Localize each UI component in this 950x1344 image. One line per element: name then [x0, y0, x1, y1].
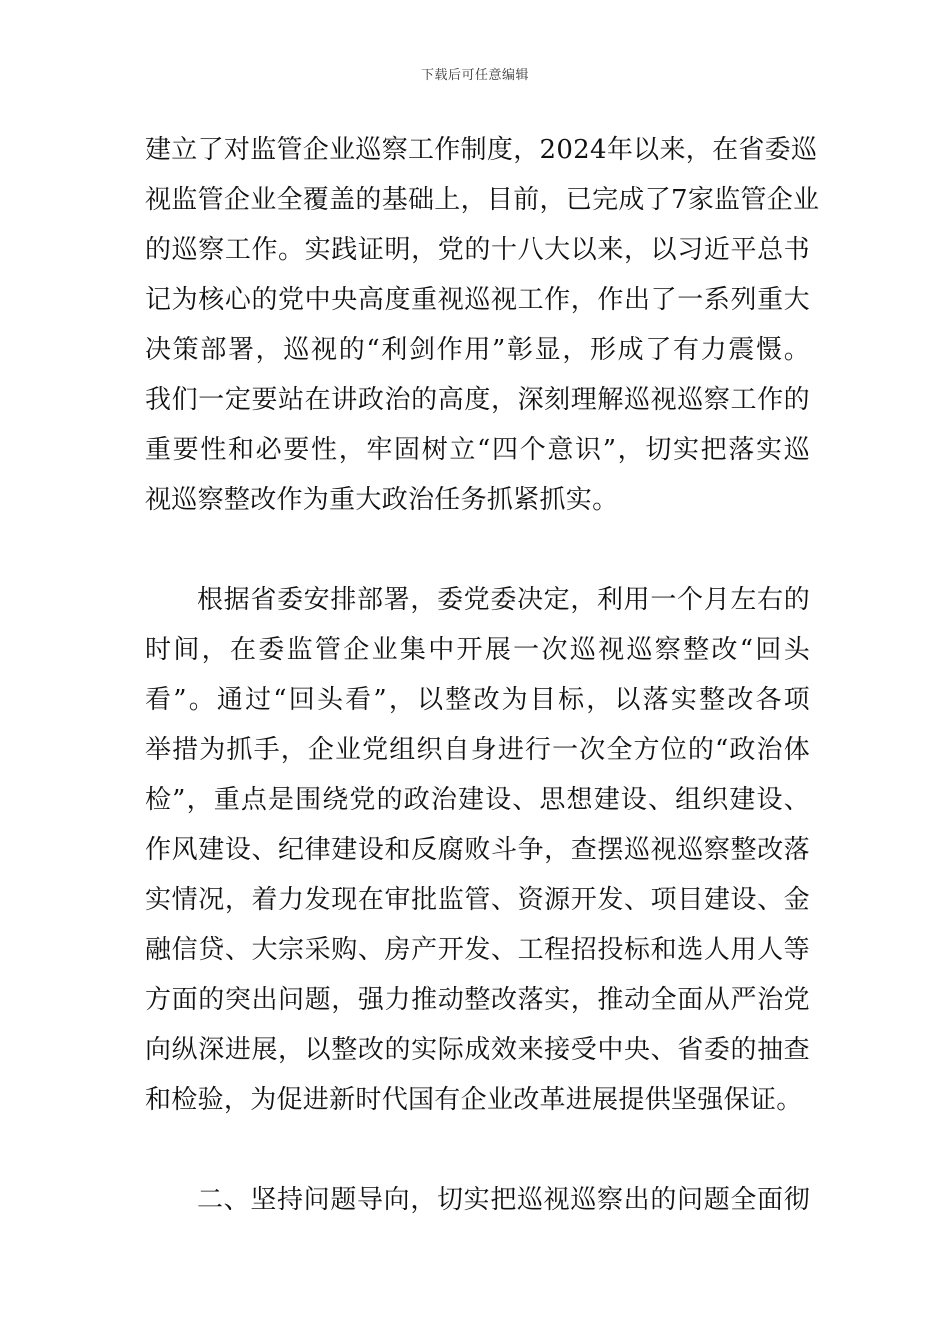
text-line: 时间，在委监管企业集中开展一次巡视巡察整改“回头: [145, 635, 810, 665]
text-line: 重要性和必要性，牢固树立“四个意识”，切实把落实巡: [145, 435, 810, 465]
text-line: 检”，重点是围绕党的政治建设、思想建设、组织建设、: [145, 785, 810, 815]
text-line: 视监管企业全覆盖的基础上，目前，已完成了7家监管企业: [145, 185, 820, 215]
text-line: 方面的突出问题，强力推动整改落实，推动全面从严治党: [145, 985, 810, 1015]
text-line: 视巡察整改作为重大政治任务抓紧抓实。: [145, 485, 619, 515]
text-line: 二、坚持问题导向，切实把巡视巡察出的问题全面彻: [197, 1185, 810, 1215]
text-line: 实情况，着力发现在审批监管、资源开发、项目建设、金: [145, 885, 810, 915]
text-line: 向纵深进展，以整改的实际成效来接受中央、省委的抽查: [145, 1035, 810, 1065]
text-line: 和检验，为促进新时代国有企业改革进展提供坚强保证。: [145, 1085, 803, 1115]
text-line: 看”。通过“回头看”，以整改为目标，以落实整改各项: [145, 685, 810, 715]
text-line: 根据省委安排部署，委党委决定，利用一个月左右的: [197, 585, 810, 615]
text-line: 融信贷、大宗采购、房产开发、工程招投标和选人用人等: [145, 935, 810, 965]
text-line: 记为核心的党中央高度重视巡视工作，作出了一系列重大: [145, 285, 810, 315]
page-header: 下载后可任意编辑: [420, 68, 529, 83]
text-line: 我们一定要站在讲政治的高度，深刻理解巡视巡察工作的: [145, 385, 810, 415]
text-line: 建立了对监管企业巡察工作制度，2024年以来，在省委巡: [145, 135, 818, 165]
text-line: 决策部署，巡视的“利剑作用”彰显，形成了有力震慑。: [145, 335, 810, 365]
text-line: 举措为抓手，企业党组织自身进行一次全方位的“政治体: [145, 735, 810, 765]
text-line: 的巡察工作。实践证明，党的十八大以来，以习近平总书: [145, 235, 810, 265]
text-line: 作风建设、纪律建设和反腐败斗争，查摆巡视巡察整改落: [145, 835, 810, 865]
